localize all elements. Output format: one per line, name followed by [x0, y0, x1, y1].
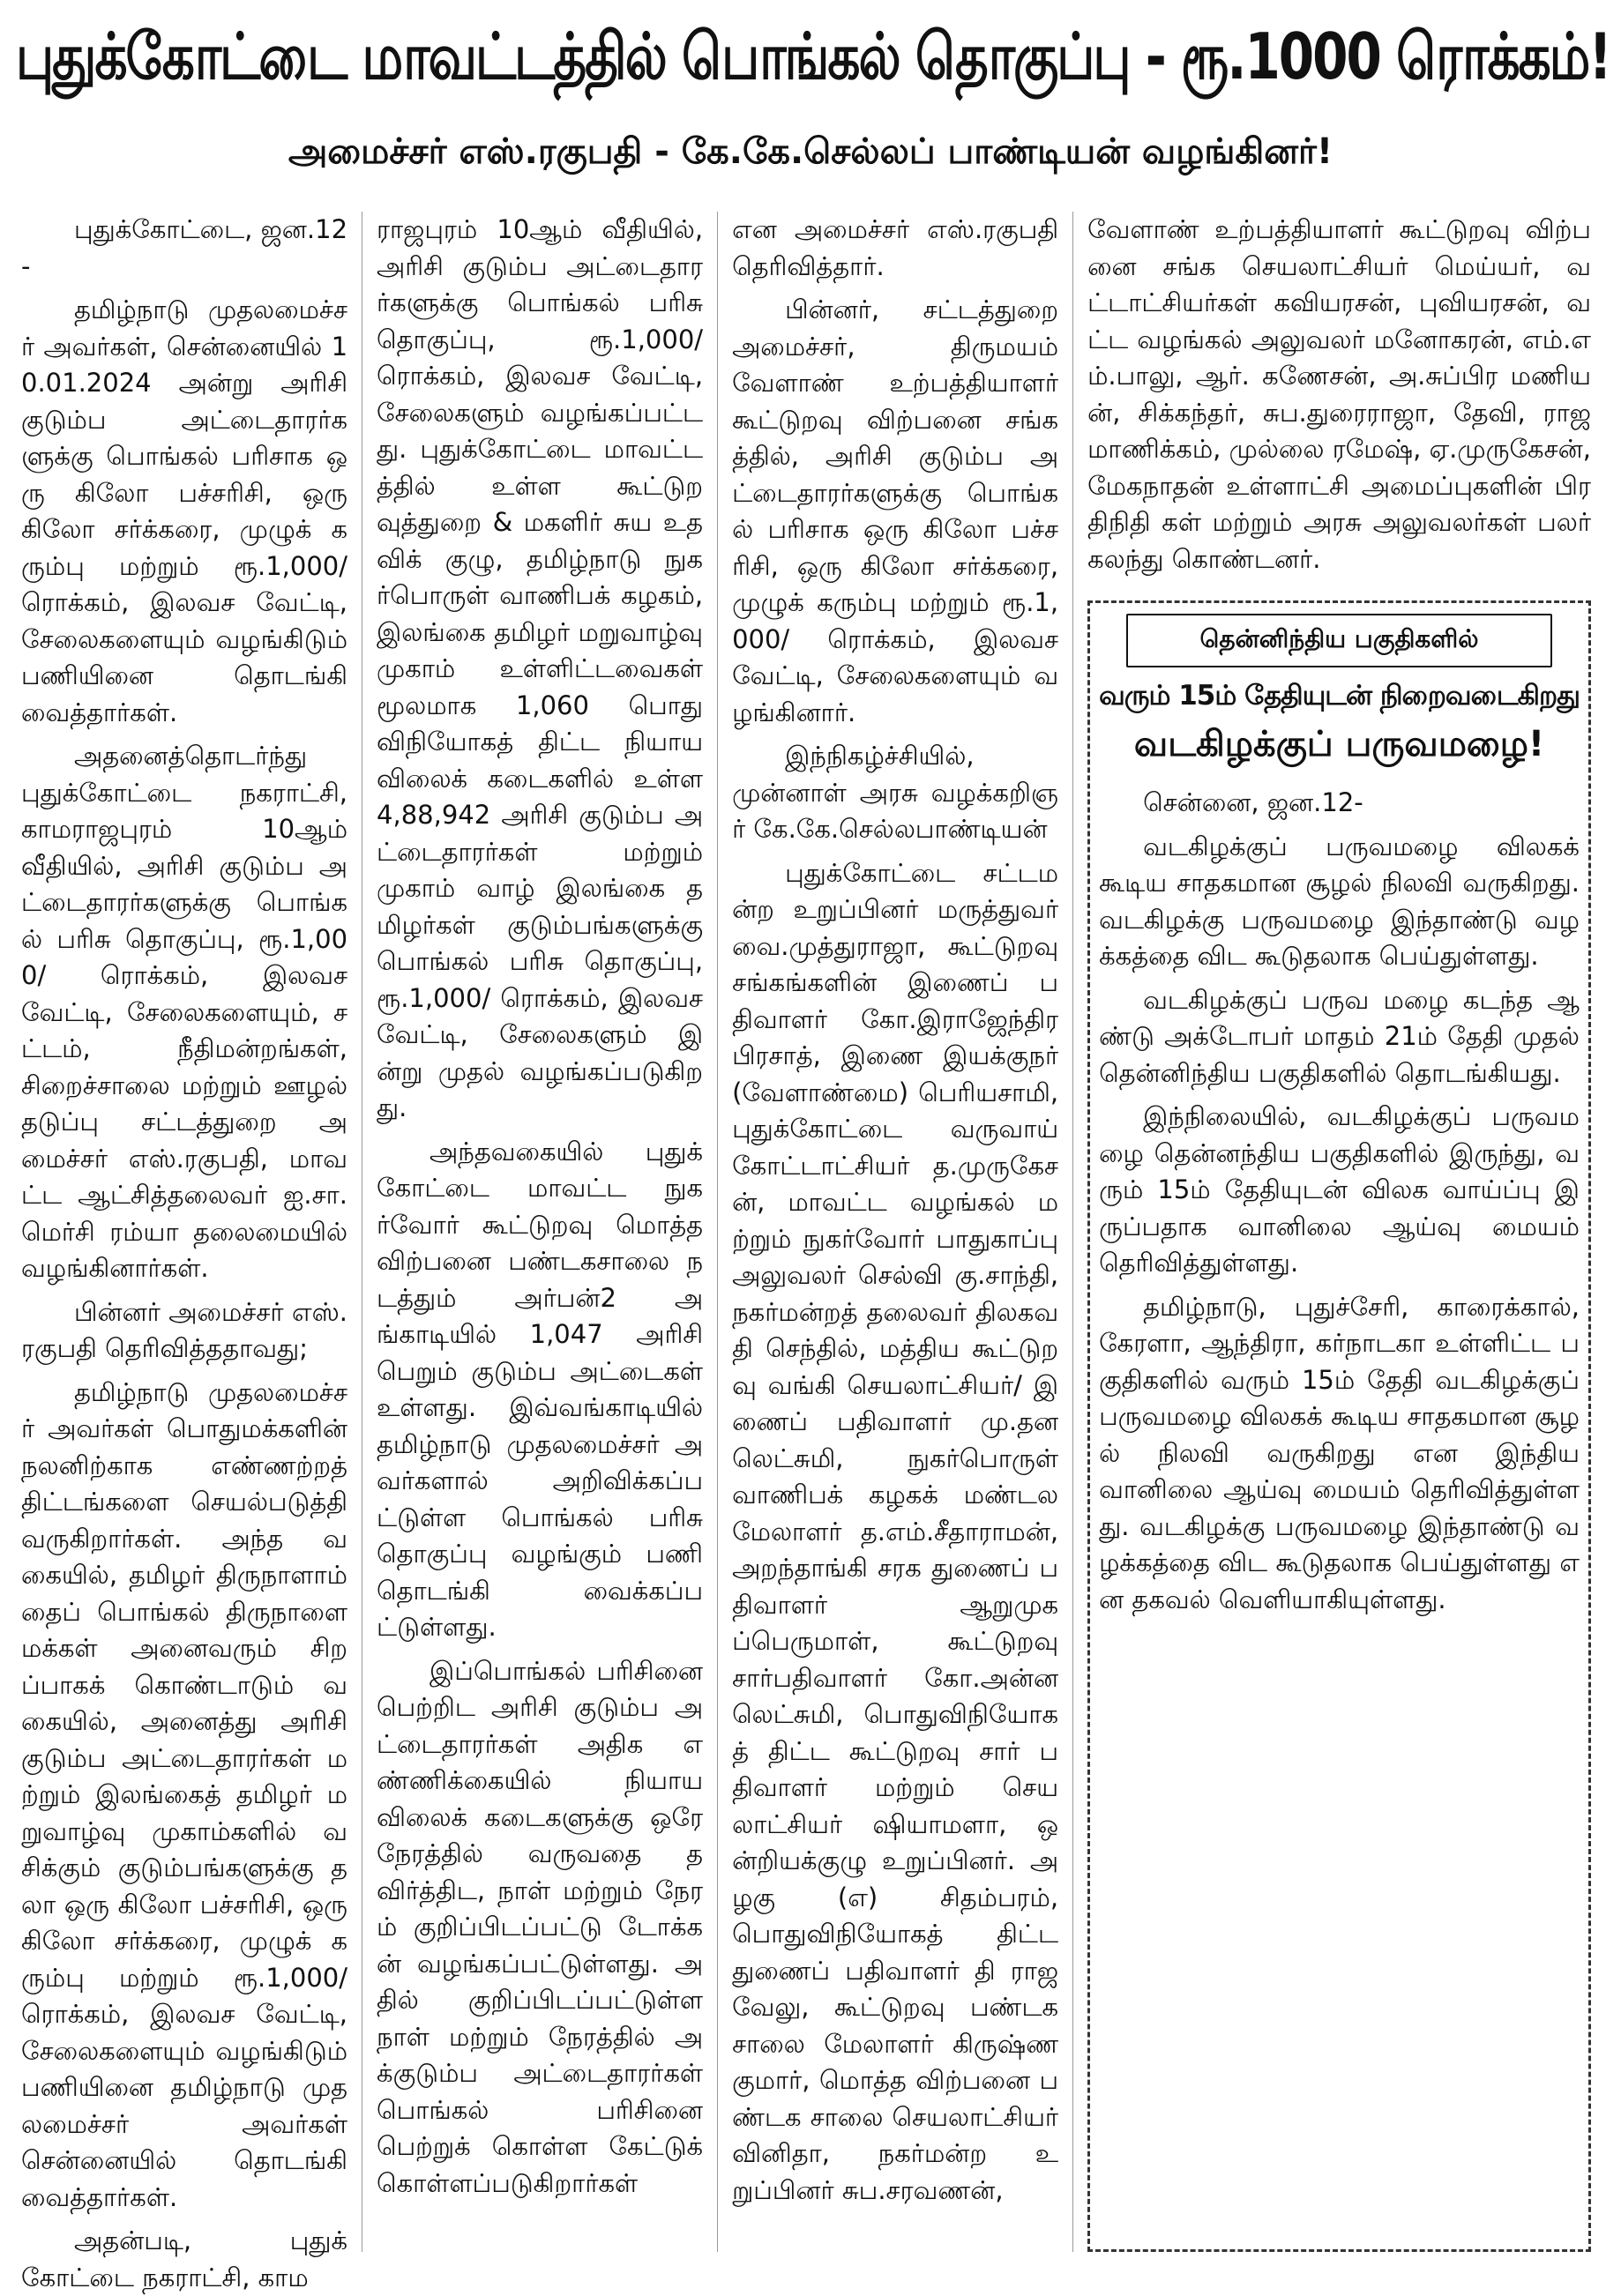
article-columns — [16, 212, 1605, 2292]
paragraph: பின்னர் அமைச்சர் எஸ். ரகுபதி தெரிவித்ததாவது; — [21, 1296, 348, 1363]
paragraph: அதனைத்தொடர்ந்து புதுக்கோட்டை நகராட்சி, காமராஜபுரம் 10ஆம் வீதியில், அரிசி குடும்ப அட்டைதாரர்களுக்கு பொங்கல் பரிசு தொகுப்பு, ரூ.1,000/ ரொக்கம், இலவச வேட்டி, சேலைகளையும், சட்டம், நீதிமன்றங்கள், சிறைச்சாலை மற்றும் ஊழல் தடுப்பு சட்டத்துறை அமைச்சர் எஸ்.ரகுபதி, மாவட்ட ஆட்சித்தலைவர் ஐ.சா.மெர்சி ரம்யா தலைமையில் வழங்கினார்கள். — [21, 741, 348, 1283]
sidebar-news-box — [1087, 600, 1591, 2252]
sidebar-paragraph: வடகிழக்குப் பருவமழை விலகக் கூடிய சாதகமான சூழல் நிலவி வருகிறது. வடகிழக்கு பருவமழை இந்தாண்டு வழக்கத்தை விட கூடுதலாக பெய்துள்ளது. — [1099, 831, 1580, 971]
paragraph: ராஜபுரம் 10ஆம் வீதியில், அரிசி குடும்ப அட்டைதாரர்களுக்கு பொங்கல் பரிசு தொகுப்பு, ரூ.1,000/ ரொக்கம், இலவச வேட்டி, சேலைகளும் வழங்கப்பட்டது. புதுக்கோட்டை மாவட்டத்தில் உள்ள கூட்டுறவுத்துறை & மகளிர் சுய உதவிக் குழு, தமிழ்நாடு நுகர்பொருள் வாணிபக் கழகம், இலங்கை தமிழர் மறுவாழ்வு முகாம் உள்ளிட்டவைகள் மூலமாக 1,060 பொது விநியோகத் திட்ட நியாய விலைக் கடைகளில் உள்ள 4,88,942 அரிசி குடும்ப அட்டைதாரர்கள் மற்றும் முகாம் வாழ் இலங்கை தமிழர்கள் குடும்பங்களுக்கு பொங்கல் பரிசு தொகுப்பு, ரூ.1,000/ ரொக்கம், இலவச வேட்டி, சேலைகளும் இன்று முதல் வழங்கப்படுகிறது. — [377, 214, 704, 1122]
column-4 — [1072, 212, 1605, 2252]
paragraph: வேளாண் உற்பத்தியாளர் கூட்டுறவு விற்பனை சங்க செயலாட்சியர் மெய்யர், வட்டாட்சியர்கள் கவியரசன், புவியரசன், வட்ட வழங்கல் அலுவலர் மனோகரன், எம்.எம்.பாலு, ஆர். கணேசன், அ.சுப்பிர மணியன், சிக்கந்தர், சுப.துரைராஜா, தேவி, ராஜமாணிக்கம், முல்லை ரமேஷ், ஏ.முருகேசன், மேகநாதன் உள்ளாட்சி அமைப்புகளின் பிரதிநிதி கள் மற்றும் அரசு அலுவலர்கள் பலர் கலந்து கொண்டனர். — [1087, 214, 1591, 574]
paragraph: இப்பொங்கல் பரிசினை பெற்றிட அரிசி குடும்ப அட்டைதாரர்கள் அதிக எண்ணிக்கையில் நியாய விலைக் கடைகளுக்கு ஒரே நேரத்தில் வருவதை தவிர்த்திட, நாள் மற்றும் நேரம் குறிப்பிடப்பட்டு டோக்கன் வழங்கப்பட்டுள்ளது. அதில் குறிப்பிடப்பட்டுள்ள நாள் மற்றும் நேரத்தில் அக்குடும்ப அட்டைதாரர்கள் பொங்கல் பரிசினை பெற்றுக் கொள்ள கேட்டுக் கொள்ளப்படுகிறார்கள் — [377, 1655, 704, 2198]
subheadline: அமைச்சர் எஸ்.ரகுபதி - கே.கே.செல்லப் பாண்டியன் வழங்கினர்! — [288, 131, 1333, 172]
newspaper-page — [0, 7, 1621, 2292]
sidebar-paragraph: தமிழ்நாடு, புதுச்சேரி, காரைக்கால், கேரளா, ஆந்திரா, கர்நாடகா உள்ளிட்ட பகுதிகளில் வரும் 15ம் தேதி வடகிழக்குப் பருவமழை விலகக் கூடிய சாதகமான சூழல் நிலவி வருகிறது என இந்திய வானிலை ஆய்வு மையம் தெரிவித்துள்ளது. வடகிழக்கு பருவமழை இந்தாண்டு வழக்கத்தை விட கூடுதலாக பெய்துள்ளது என தகவல் வெளியாகியுள்ளது. — [1099, 1291, 1580, 1614]
column-1 — [16, 212, 362, 2292]
paragraph: புதுக்கோட்டை சட்டமன்ற உறுப்பினர் மருத்துவர் வை.முத்துராஜா, கூட்டுறவு சங்கங்களின் இணைப் பதிவாளர் கோ.இராஜேந்திர பிரசாத், இணை இயக்குநர் (வேளாண்மை) பெரியசாமி, புதுக்கோட்டை வருவாய் கோட்டாட்சியர் த.முருகேசன், மாவட்ட வழங்கல் மற்றும் நுகர்வோர் பாதுகாப்பு அலுவலர் செல்வி கு.சாந்தி, நகர்மன்றத் தலைவர் திலகவதி செந்தில், மத்திய கூட்டுறவு வங்கி செயலாட்சியர்/ இணைப் பதிவாளர் மு.தனலெட்சுமி, நுகர்பொருள் வாணிபக் கழகக் மண்டல மேலாளர் த.எம்.சீதாராமன், அறந்தாங்கி சரக துணைப் பதிவாளர் ஆறுமுகப்பெருமாள், கூட்டுறவு சார்பதிவாளர் கோ.அன்னலெட்சுமி, பொதுவிநியோகத் திட்ட கூட்டுறவு சார் பதிவாளர் மற்றும் செயலாட்சியர் ஷியாமளா, ஒன்றியக்குழு உறுப்பினர். அழகு (எ) சிதம்பரம், பொதுவிநியோகத் திட்ட துணைப் பதிவாளர் தி ராஜவேலு, கூட்டுறவு பண்டகசாலை மேலாளர் கிருஷ்ணகுமார், மொத்த விற்பனை பண்டக சாலை செயலாட்சியர் வினிதா, நகர்மன்ற உறுப்பினர் சுப.சரவணன், — [732, 857, 1059, 2205]
column-4-article-end — [1087, 212, 1591, 585]
sidebar-paragraph: வடகிழக்குப் பருவ மழை கடந்த ஆண்டு அக்டோபர் மாதம் 21ம் தேதி முதல் தென்னிந்திய பகுதிகளில் தொடங்கியது. — [1099, 984, 1580, 1088]
sidebar-title-line1: வரும் 15ம் தேதியுடன் நிறைவடைகிறது — [1099, 680, 1580, 712]
headline: புதுக்கோட்டை மாவட்டத்தில் பொங்கல் தொகுப்பு - ரூ.1000 ரொக்கம்! — [16, 19, 1610, 94]
sidebar-title-line2: வடகிழக்குப் பருவமழை! — [1133, 724, 1545, 764]
sidebar-paragraph: இந்நிலையில், வடகிழக்குப் பருவமழை தென்னந்திய பகுதிகளில் இருந்து, வரும் 15ம் தேதியுடன் விலக வாய்ப்பு இருப்பதாக வானிலை ஆய்வு மையம் தெரிவித்துள்ளது. — [1099, 1101, 1580, 1278]
paragraph: இந்நிகழ்ச்சியில், முன்னாள் அரசு வழக்கறிஞர் கே.கே.செல்லபாண்டியன் — [732, 741, 1059, 844]
dateline: புதுக்கோட்டை, ஜன.12- — [21, 214, 348, 281]
column-3 — [717, 212, 1072, 2252]
paragraph: அதன்படி, புதுக் கோட்டை நகராட்சி, காம — [21, 2225, 348, 2292]
column-2 — [362, 212, 717, 2252]
sidebar-dateline: சென்னை, ஜன.12- — [1143, 787, 1363, 817]
paragraph: தமிழ்நாடு முதலமைச்சர் அவர்கள், சென்னையில் 10.01.2024 அன்று அரிசி குடும்ப அட்டைதாரர்களுக்கு பொங்கல் பரிசாக ஒரு கிலோ பச்சரிசி, ஒரு கிலோ சர்க்கரை, முழுக் கரும்பு மற்றும் ரூ.1,000/ ரொக்கம், இலவச வேட்டி, சேலைகளையும் வழங்கிடும் பணியினை தொடங்கி வைத்தார்கள். — [21, 294, 348, 727]
sidebar-kicker: தென்னிந்திய பகுதிகளில் — [1126, 614, 1553, 667]
paragraph: அந்தவகையில் புதுக் கோட்டை மாவட்ட நுகர்வோர் கூட்டுறவு மொத்த விற்பனை பண்டகசாலை நடத்தும் அர்பன்2 அங்காடியில் 1,047 அரிசி பெறும் குடும்ப அட்டைகள் உள்ளது. இவ்வங்காடியில் தமிழ்நாடு முதலமைச்சர் அவர்களால் அறிவிக்கப்பட்டுள்ள பொங்கல் பரிசு தொகுப்பு வழங்கும் பணி தொடங்கி வைக்கப்பட்டுள்ளது. — [377, 1136, 704, 1642]
paragraph: தமிழ்நாடு முதலமைச்சர் அவர்கள் பொதுமக்களின் நலனிற்காக எண்ணற்றத் திட்டங்களை செயல்படுத்தி வருகிறார்கள். அந்த வகையில், தமிழர் திருநாளாம் தைப் பொங்கல் திருநாளை மக்கள் அனைவரும் சிறப்பாகக் கொண்டாடும் வகையில், அனைத்து அரிசி குடும்ப அட்டைதாரர்கள் மற்றும் இலங்கைத் தமிழர் மறுவாழ்வு முகாம்களில் வசிக்கும் குடும்பங்களுக்கு தலா ஒரு கிலோ பச்சரிசி, ஒரு கிலோ சர்க்கரை, முழுக் கரும்பு மற்றும் ரூ.1,000/ ரொக்கம், இலவச வேட்டி, சேலைகளையும் வழங்கிடும் பணியினை தமிழ்நாடு முதலமைச்சர் அவர்கள் சென்னையில் தொடங்கி வைத்தார்கள். — [21, 1376, 348, 2212]
paragraph: பின்னர், சட்டத்துறை அமைச்சர், திருமயம் வேளாண் உற்பத்தியாளர் கூட்டுறவு விற்பனை சங்கத்தில், அரிசி குடும்ப அட்டைதாரர்களுக்கு பொங்கல் பரிசாக ஒரு கிலோ பச்சரிசி, ஒரு கிலோ சர்க்கரை, முழுக் கரும்பு மற்றும் ரூ.1,000/ ரொக்கம், இலவச வேட்டி, சேலைகளையும் வழங்கினார். — [732, 294, 1059, 727]
paragraph: என அமைச்சர் எஸ்.ரகுபதி தெரிவித்தார். — [732, 214, 1059, 281]
